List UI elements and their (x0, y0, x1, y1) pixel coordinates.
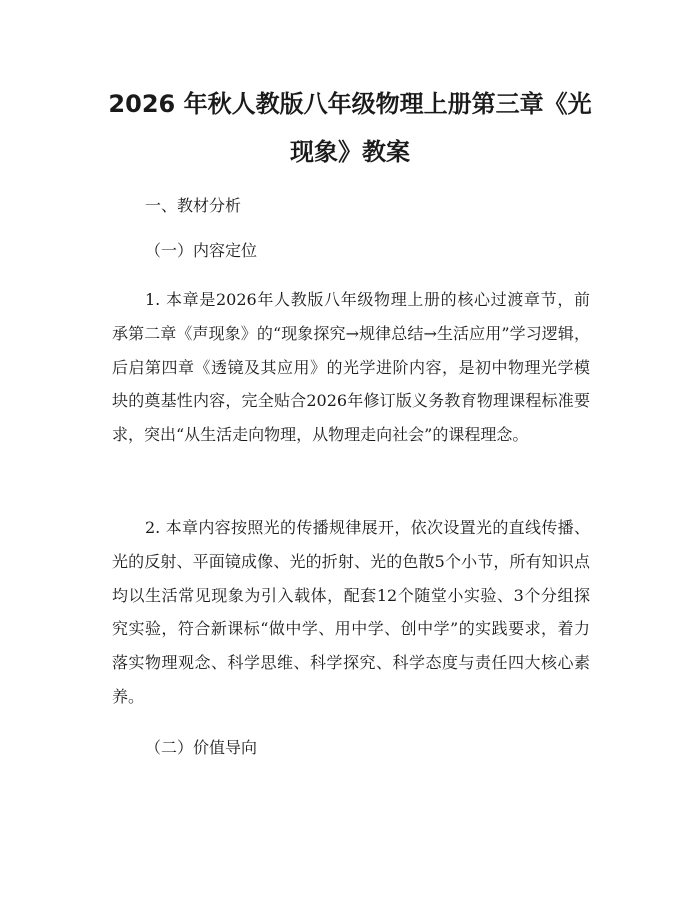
paragraph-2: 2. 本章内容按照光的传播规律展开，依次设置光的直线传播、光的反射、平面镜成像、光的折射、光的色散5个小节，所有知识点均以生活常见现象为引入载体，配套12个随堂小实验、3个分组探究实验，符合新课标“做中学、用中学、创中学”的实践要求，着力落实物理观念、科学思维、科学探究、科学态度与责任四大核心素养。 (112, 518, 590, 706)
subsection-heading-value-orientation: （二）价值导向 (145, 738, 258, 757)
section-heading-teaching-material-analysis: 一、教材分析 (145, 196, 242, 215)
subsection-heading-content-positioning: （一）内容定位 (145, 241, 258, 260)
document-title-line-2: 现象》教案 (290, 138, 410, 166)
document-title-line-1: 2026 年秋人教版八年级物理上册第三章《光 (108, 90, 592, 118)
paragraph-1: 1. 本章是2026年人教版八年级物理上册的核心过渡章节，前承第二章《声现象》的“现象探究→规律总结→生活应用”学习逻辑，后启第四章《透镜及其应用》的光学进阶内容，是初中物理光学模块的奠基性内容，完全贴合2026年修订版义务教育物理课程标准要求，突出“从生活走向物理，从物理走向社会”的课程理念。 (112, 290, 590, 445)
